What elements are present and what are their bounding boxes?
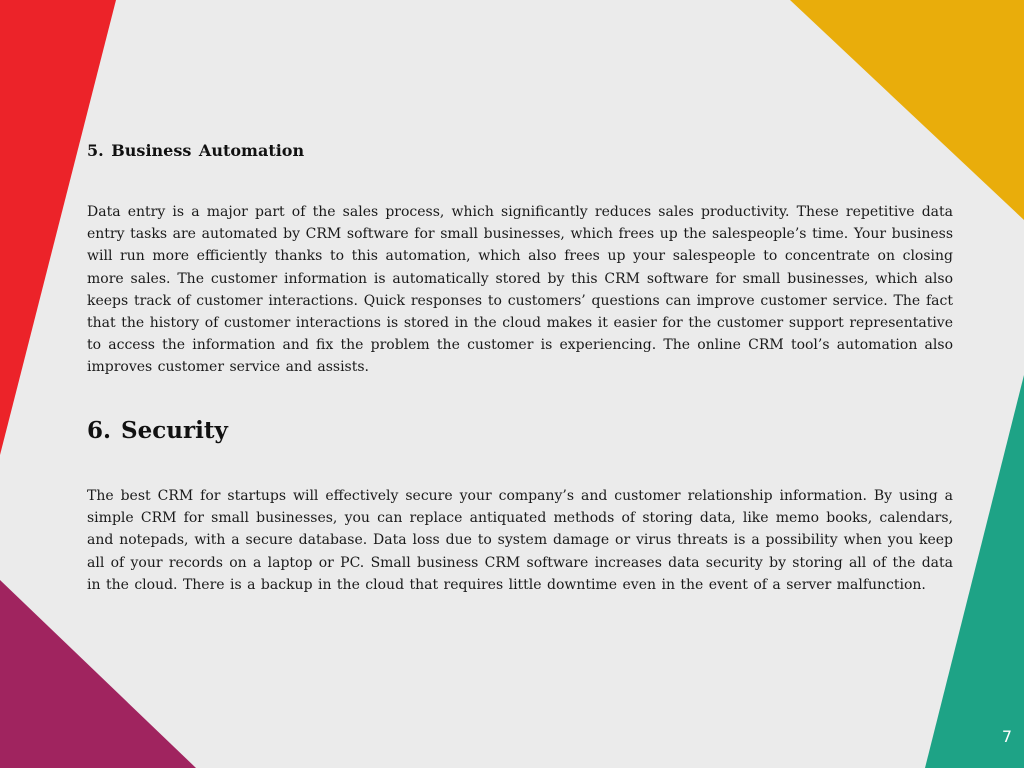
section-body-business-automation: Data entry is a major part of the sales process, which significantly reduces sales productivity. These repetitive data entry tasks are automated by CRM software for small businesses, which frees up the salespeople’s time. Your business will run more efficiently thanks to this automation, which also frees up your salespeople to concentrate on closing more sales. The customer information is automatically stored by this CRM software for small businesses, which also keeps track of customer interactions. Quick responses to customers’ questions can improve customer service. The fact that the history of customer interactions is stored in the cloud makes it easier for the customer support representative to access the information and fix the problem the customer is experiencing. The online CRM tool’s automation also improves customer service and assists. — [87, 204, 953, 376]
section-heading-security: 6. Security — [87, 417, 228, 444]
magenta-corner-shape — [0, 580, 196, 768]
section-heading-business-automation: 5. Business Automation — [87, 141, 305, 160]
section-body-security: The best CRM for startups will effectively secure your company’s and customer relationship information. By using a simple CRM for small businesses, you can replace antiquated methods of storing data, like memo books, calendars, and notepads, with a secure database. Data loss due to system damage or virus threats is a possibility when you keep all of your records on a laptop or PC. Small business CRM software increases data security by storing all of the data in the cloud. There is a backup in the cloud that requires little downtime even in the event of a server malfunction. — [87, 488, 953, 593]
yellow-corner-shape — [790, 0, 1024, 220]
page-number: 7 — [1001, 727, 1012, 746]
